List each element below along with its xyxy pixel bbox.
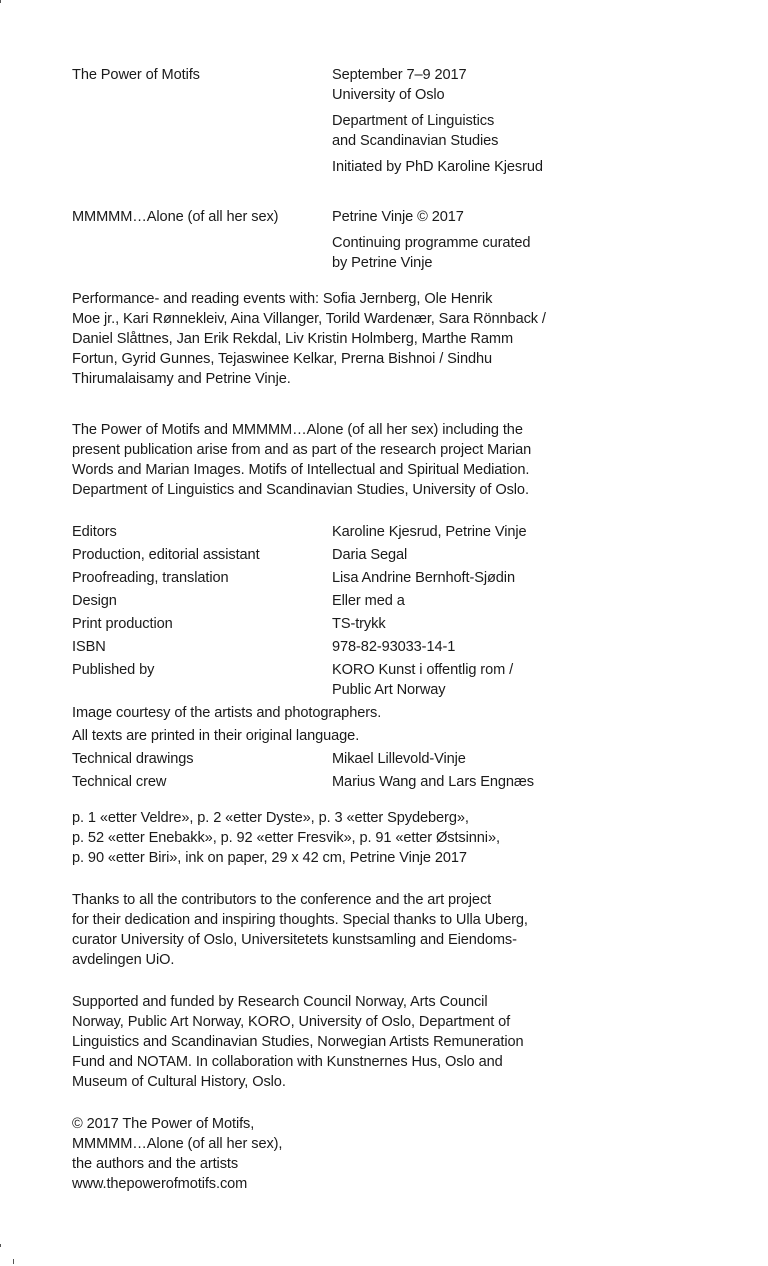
conference-venue: University of Oslo: [332, 87, 445, 103]
note-line: [72, 726, 592, 746]
paragraph-line: The Power of Motifs and MMMMM…Alone (of all her sex) including the: [72, 422, 523, 438]
curation-line: Continuing programme curated: [332, 235, 531, 251]
paragraph-line: present publication arise from and as part of the research project Marian: [72, 442, 532, 458]
crop-mark: [0, 1244, 1, 1247]
note-text: All texts are printed in their original language.: [72, 728, 360, 744]
department-line: and Scandinavian Studies: [332, 133, 499, 149]
crop-mark: [0, 0, 1, 3]
paragraph-line: for their dedication and inspiring thoughts. Special thanks to Ulla Uberg,: [72, 912, 528, 928]
support-paragraph: [72, 992, 592, 1092]
thanks-paragraph: [72, 890, 592, 970]
paragraph-line: curator University of Oslo, Universitetets kunstsamling and Eiendoms-: [72, 932, 517, 948]
project-copyright: Petrine Vinje © 2017: [332, 209, 464, 225]
credit-value: Daria Segal: [332, 547, 408, 563]
paragraph-line: © 2017 The Power of Motifs,: [72, 1116, 255, 1132]
paragraph-line: Fortun, Gyrid Gunnes, Tejaswinee Kelkar, Prerna Bishnoi / Sindhu: [72, 351, 493, 367]
paragraph-line: the authors and the artists: [72, 1156, 239, 1172]
credit-role: Design: [72, 593, 117, 609]
paragraph-line: p. 52 «etter Enebakk», p. 92 «etter Fresvik», p. 91 «etter Østsinni»,: [72, 830, 500, 846]
paragraph-line: Moe jr., Kari Rønnekleiv, Aina Villanger, Torild Wardenær, Sara Rönnback /: [72, 311, 546, 327]
credit-row: [72, 591, 592, 611]
paragraph-line: p. 90 «etter Biri», ink on paper, 29 x 42 cm, Petrine Vinje 2017: [72, 850, 467, 866]
credit-value: 978-82-93033-14-1: [332, 639, 456, 655]
credit-role: Technical crew: [72, 774, 167, 790]
credit-row: [72, 522, 592, 542]
paragraph-line: p. 1 «etter Veldre», p. 2 «etter Dyste», p. 3 «etter Spydeberg»,: [72, 810, 469, 826]
credit-value: Eller med a: [332, 593, 405, 609]
credit-row: [72, 614, 592, 634]
colophon-page: [72, 65, 592, 1194]
credit-role: Print production: [72, 616, 173, 632]
credit-role: Published by: [72, 662, 155, 678]
credit-value: KORO Kunst i offentlig rom /: [332, 662, 514, 678]
credit-role: Editors: [72, 524, 117, 540]
credit-value: Mikael Lillevold-Vinje: [332, 751, 466, 767]
note-line: [72, 703, 592, 723]
credit-value: Marius Wang and Lars Engnæs: [332, 774, 534, 790]
conference-date: September 7–9 2017: [332, 67, 467, 83]
paragraph-line: Daniel Slåttnes, Jan Erik Rekdal, Liv Kristin Holmberg, Marthe Ramm: [72, 331, 514, 347]
paragraph-line: MMMMM…Alone (of all her sex),: [72, 1136, 283, 1152]
paragraph-line: Department of Linguistics and Scandinavian Studies, University of Oslo.: [72, 482, 529, 498]
credit-row: [72, 749, 592, 769]
credit-row: [72, 545, 592, 565]
conference-block: [72, 65, 592, 177]
paragraph-line: Words and Marian Images. Motifs of Intellectual and Spiritual Mediation.: [72, 462, 530, 478]
paragraph-line: Supported and funded by Research Council Norway, Arts Council: [72, 994, 488, 1010]
paragraph-line: Thanks to all the contributors to the conference and the art project: [72, 892, 492, 908]
performers-paragraph: [72, 289, 592, 389]
paragraph-line: avdelingen UiO.: [72, 952, 175, 968]
paragraph-line: Norway, Public Art Norway, KORO, University of Oslo, Department of: [72, 1014, 511, 1030]
credit-row: [72, 568, 592, 588]
paragraph-line: Performance- and reading events with: Sofia Jernberg, Ole Henrik: [72, 291, 493, 307]
crop-mark: [13, 1259, 14, 1264]
credit-role: Proofreading, translation: [72, 570, 229, 586]
project-title: MMMMM…Alone (of all her sex): [72, 209, 279, 225]
curation-line: by Petrine Vinje: [332, 255, 433, 271]
credit-row: [72, 660, 592, 700]
paragraph-line: Linguistics and Scandinavian Studies, Norwegian Artists Remuneration: [72, 1034, 524, 1050]
research-paragraph: [72, 420, 592, 500]
credit-role: Technical drawings: [72, 751, 194, 767]
credit-row: [72, 772, 592, 792]
department-info: [332, 111, 592, 151]
paragraph-line: Fund and NOTAM. In collaboration with Kunstnernes Hus, Oslo and: [72, 1054, 503, 1070]
credit-role: Production, editorial assistant: [72, 547, 260, 563]
conference-title: The Power of Motifs: [72, 67, 200, 83]
credit-value: TS-trykk: [332, 616, 386, 632]
credit-value: Karoline Kjesrud, Petrine Vinje: [332, 524, 527, 540]
website-line: www.thepowerofmotifs.com: [72, 1176, 248, 1192]
credit-value: Public Art Norway: [332, 682, 446, 698]
paragraph-line: Museum of Cultural History, Oslo.: [72, 1074, 286, 1090]
initiator-line: Initiated by PhD Karoline Kjesrud: [332, 159, 543, 175]
credits-list: [72, 522, 592, 792]
credit-row: [72, 637, 592, 657]
note-text: Image courtesy of the artists and photographers.: [72, 705, 382, 721]
image-credits-paragraph: [72, 808, 592, 868]
copyright-paragraph: [72, 1114, 592, 1194]
credit-value: Lisa Andrine Bernhoft-Sjødin: [332, 570, 515, 586]
curation-info: [332, 233, 592, 273]
department-line: Department of Linguistics: [332, 113, 495, 129]
project-block: [72, 207, 592, 273]
paragraph-line: Thirumalaisamy and Petrine Vinje.: [72, 371, 291, 387]
credit-role: ISBN: [72, 639, 106, 655]
